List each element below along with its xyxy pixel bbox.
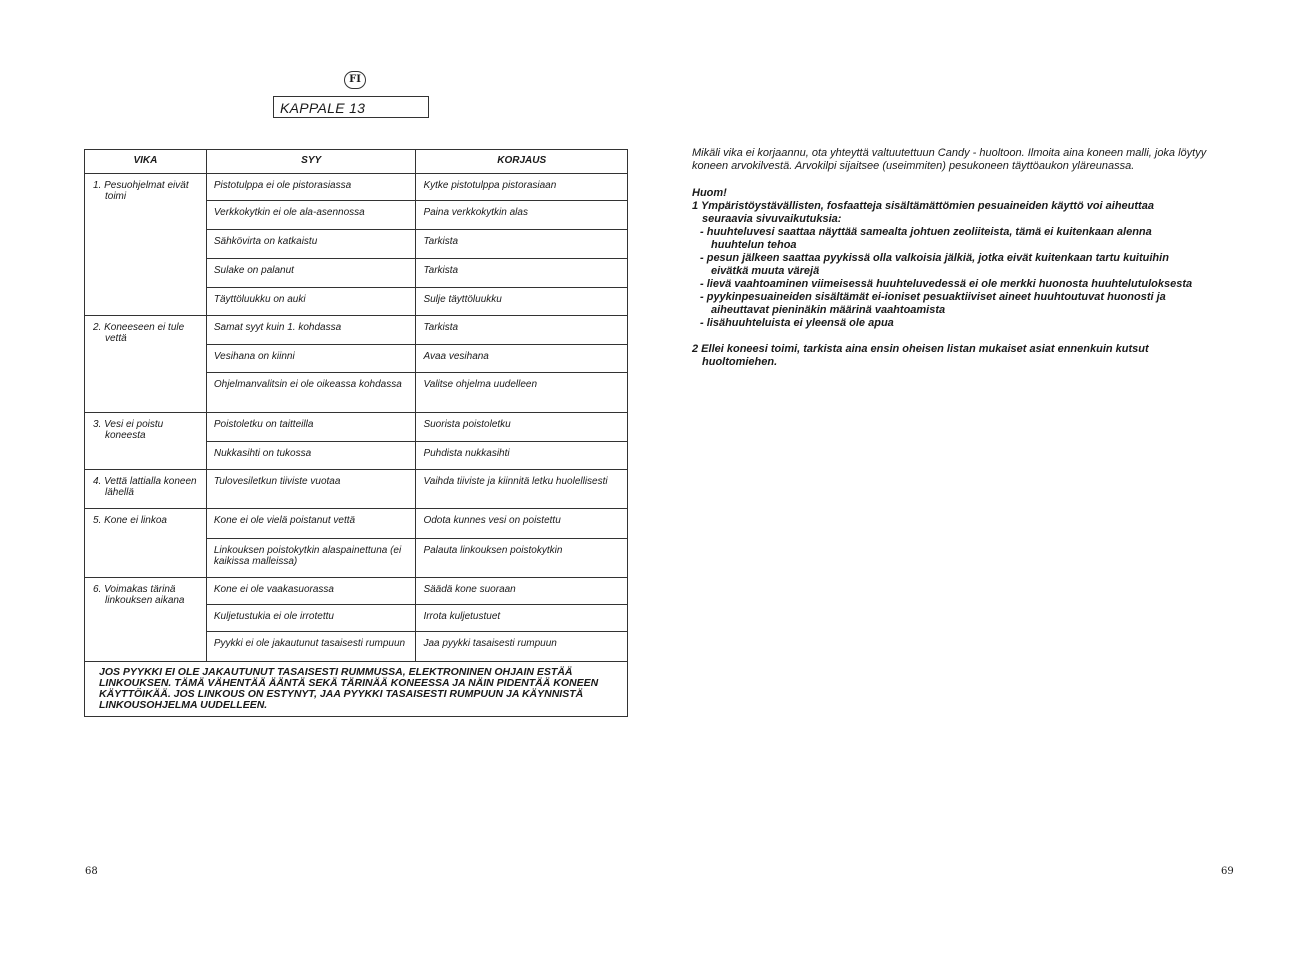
header-syy: SYY: [206, 150, 416, 174]
page-number-left: 68: [85, 866, 98, 877]
notice-item-1: 1 Ympäristöystävällisten, fosfaatteja sisältämättömien pesuaineiden käyttö voi aiheuttaa: [692, 200, 1154, 212]
remedy-cell: Puhdista nukkasihti: [416, 442, 628, 470]
language-badge: FI: [344, 71, 366, 89]
fault-text: 4. Vettä lattialla koneen lähellä: [93, 476, 197, 498]
fault-text: 6. Voimakas tärinä linkouksen aikana: [93, 584, 185, 606]
notes-column: [692, 147, 1232, 369]
remedy-cell: Vaihda tiiviste ja kiinnitä letku huolellisesti: [416, 470, 628, 509]
cause-cell: Linkouksen poistokytkin alaspainettuna (ei kaikissa malleissa): [206, 539, 416, 578]
notice-bullet: - pyykinpesuaineiden sisältämät ei-ioniset pesuaktiiviset aineet huuhtoutuvat huonosti ja: [700, 291, 1166, 303]
fault-text: 3. Vesi ei poistu koneesta: [93, 419, 164, 441]
notice-item-1-cont: seuraavia sivuvaikutuksia:: [702, 213, 842, 225]
table-row: [85, 578, 628, 605]
fault-cell: [85, 316, 207, 413]
table-note-row: [85, 662, 628, 717]
cause-cell: Verkkokytkin ei ole ala-asennossa: [206, 201, 416, 230]
table-row: [85, 174, 628, 201]
cause-cell: Samat syyt kuin 1. kohdassa: [206, 316, 416, 345]
notice-item-2-cont: huoltomiehen.: [702, 356, 778, 368]
cause-cell: Poistoletku on taitteilla: [206, 413, 416, 442]
notice-title: Huom!: [692, 187, 727, 199]
table-header-row: [85, 150, 628, 174]
table-row: [85, 509, 628, 539]
remedy-cell: Valitse ohjelma uudelleen: [416, 373, 628, 413]
cause-cell: Kone ei ole vaakasuorassa: [206, 578, 416, 605]
notice-bullet: - pesun jälkeen saattaa pyykissä olla valkoisia jälkiä, jotka eivät kuitenkaan tartu kuituihin: [700, 252, 1169, 264]
fault-text: 2. Koneeseen ei tule vettä: [93, 322, 185, 344]
cause-cell: Pistotulppa ei ole pistorasiassa: [206, 174, 416, 201]
remedy-cell: Suorista poistoletku: [416, 413, 628, 442]
header-vika: VIKA: [85, 150, 207, 174]
remedy-cell: Säädä kone suoraan: [416, 578, 628, 605]
fault-text: 5. Kone ei linkoa: [93, 515, 167, 526]
notice-bullet: - lievä vaahtoaminen viimeisessä huuhteluvedessä ei ole merkki huonosta huuhtelutuloksesta: [700, 278, 1193, 290]
remedy-cell: Odota kunnes vesi on poistettu: [416, 509, 628, 539]
cause-cell: Kuljetustukia ei ole irrotettu: [206, 605, 416, 632]
notice-bullet-cont: aiheuttavat pieninäkin määrinä vaahtoamista: [711, 304, 946, 316]
notice-bullet-cont: huuhtelun tehoa: [711, 239, 797, 251]
troubleshooting-table: [84, 149, 628, 717]
fault-cell: [85, 413, 207, 470]
fault-cell: [85, 174, 207, 316]
page-number-right: 69: [1221, 866, 1234, 877]
cause-cell: Sähkövirta on katkaistu: [206, 230, 416, 259]
cause-cell: Kone ei ole vielä poistanut vettä: [206, 509, 416, 539]
cause-cell: Pyykki ei ole jakautunut tasaisesti rumpuun: [206, 632, 416, 662]
cause-cell: Täyttöluukku on auki: [206, 288, 416, 316]
chapter-title: KAPPALE 13: [273, 96, 429, 118]
intro-paragraph: Mikäli vika ei korjaannu, ota yhteyttä valtuutettuun Candy - huoltoon. Ilmoita aina koneen malli, joka löytyy koneen arvokilvestä. Arvokilpi sijaitsee (useimmiten) pesukoneen täyttöaukon yläreunassa.: [692, 147, 1207, 172]
remedy-cell: Paina verkkokytkin alas: [416, 201, 628, 230]
remedy-cell: Palauta linkouksen poistokytkin: [416, 539, 628, 578]
cause-cell: Tulovesiletkun tiiviste vuotaa: [206, 470, 416, 509]
notice-bullet: - huuhteluvesi saattaa näyttää samealta johtuen zeoliiteista, tämä ei kuitenkaan alenna: [700, 226, 1152, 238]
remedy-cell: Irrota kuljetustuet: [416, 605, 628, 632]
cause-cell: Sulake on palanut: [206, 259, 416, 288]
remedy-cell: Tarkista: [416, 259, 628, 288]
notice-item-2: 2 Ellei koneesi toimi, tarkista aina ensin oheisen listan mukaiset asiat ennenkuin kutsut: [692, 343, 1149, 355]
remedy-cell: Tarkista: [416, 316, 628, 345]
cause-cell: Ohjelmanvalitsin ei ole oikeassa kohdassa: [206, 373, 416, 413]
remedy-cell: Tarkista: [416, 230, 628, 259]
header-korjaus: KORJAUS: [416, 150, 628, 174]
table-row: [85, 316, 628, 345]
remedy-cell: Jaa pyykki tasaisesti rumpuun: [416, 632, 628, 662]
fault-text: 1. Pesuohjelmat eivät toimi: [93, 180, 189, 202]
cause-cell: Nukkasihti on tukossa: [206, 442, 416, 470]
table-row: [85, 470, 628, 509]
notice-block: [692, 187, 1232, 369]
fault-cell: [85, 470, 207, 509]
remedy-cell: Avaa vesihana: [416, 345, 628, 373]
cause-cell: Vesihana on kiinni: [206, 345, 416, 373]
remedy-cell: Kytke pistotulppa pistorasiaan: [416, 174, 628, 201]
notice-bullet: - lisähuuhteluista ei yleensä ole apua: [700, 317, 894, 329]
fault-cell: [85, 578, 207, 662]
fault-cell: [85, 509, 207, 578]
remedy-cell: Sulje täyttöluukku: [416, 288, 628, 316]
notice-bullet-cont: eivätkä muuta värejä: [711, 265, 820, 277]
table-row: [85, 413, 628, 442]
table-note: JOS PYYKKI EI OLE JAKAUTUNUT TASAISESTI RUMMUSSA, ELEKTRONINEN OHJAIN ESTÄÄ LINKOUKSEN. TÄMÄ VÄHENTÄÄ ÄÄNTÄ SEKÄ TÄRINÄÄ KONEESSA JA NÄIN PIDENTÄÄ KONEEN KÄYTTÖIKÄÄ. JOS LINKOUS ON ESTYNYT, JAA PYYKKI TASAISESTI RUMPUUN JA KÄYNNISTÄ LINKOUSOHJELMA UUDELLEEN.: [85, 662, 628, 717]
